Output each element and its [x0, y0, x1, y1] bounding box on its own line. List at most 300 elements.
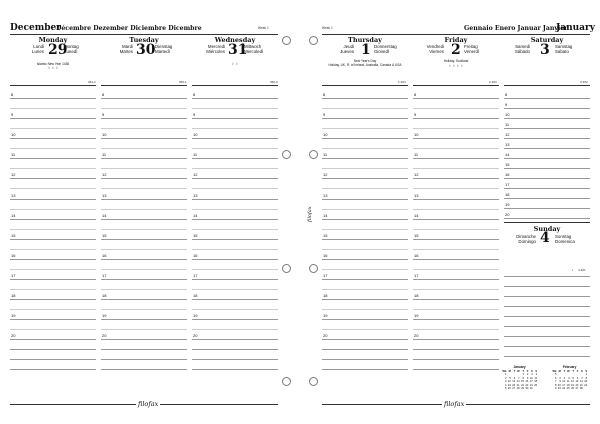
calendar-header-cell: S — [535, 369, 538, 373]
half-hour-line — [10, 188, 96, 189]
moon-phase-icon: ◐ — [572, 268, 574, 272]
half-hour-line — [10, 249, 96, 250]
hour-line — [413, 158, 499, 159]
column-top-rule — [101, 85, 187, 86]
calendar-day-cell: 1 — [585, 373, 588, 376]
hour-label: 20 — [414, 333, 419, 339]
half-hour-line — [101, 309, 187, 310]
day-note: New Year's Day Holiday, UK, R. of Ireland, Australia, Canada & USA — [328, 59, 402, 67]
binder-hole — [282, 36, 291, 45]
calendar-day-cell: 20 — [512, 383, 516, 387]
hour-label: 15 — [323, 232, 328, 238]
hour-label: 13 — [193, 192, 198, 198]
hour-line — [101, 339, 187, 340]
hour-line — [192, 178, 278, 179]
hour-label: 12 — [414, 172, 419, 178]
hour-label: 12 — [505, 132, 510, 137]
half-hour-line — [322, 329, 408, 330]
hour-label: 16 — [102, 252, 107, 258]
day-lang-left: Jeudi Jueves — [340, 44, 354, 55]
hour-line — [322, 339, 408, 340]
day-name: Monday — [38, 36, 68, 44]
hour-label: 11 — [102, 152, 107, 158]
half-hour-line — [192, 209, 278, 210]
half-hour-line — [413, 249, 499, 250]
half-hour-line — [10, 168, 96, 169]
calendar-day-cell: 14 — [579, 380, 583, 383]
column-top-rule — [10, 85, 96, 86]
calendar-day-cell: 4 — [535, 373, 538, 376]
calendar-day-cell: 21 — [579, 383, 583, 387]
hour-label: 14 — [11, 212, 16, 218]
month-languages: Décembre Dezember Diciembre Dicembre — [56, 25, 202, 32]
half-hour-line — [192, 249, 278, 250]
day-lang-left: Vendredi Viernes — [426, 44, 444, 55]
hour-line — [10, 239, 96, 240]
day-lang-left: Lundi Lunes — [32, 44, 44, 55]
hour-label: 13 — [102, 192, 107, 198]
hour-label: 9 — [193, 112, 196, 118]
hour-line — [413, 319, 499, 320]
calendar-day-cell: 15 — [521, 380, 524, 383]
extra-line — [10, 369, 96, 370]
day-lang-right: Sonntag Domenica — [555, 234, 575, 245]
half-hour-line — [413, 309, 499, 310]
calendar-day-cell: 26 — [507, 387, 511, 390]
half-hour-line — [10, 289, 96, 290]
flag-icons: ⚐ ⚐ — [231, 62, 239, 66]
calendar-header-cell: S — [531, 369, 533, 373]
calendar-day-cell: 24 — [562, 387, 566, 390]
calendar-day-cell — [533, 387, 537, 391]
half-hour-line — [101, 249, 187, 250]
hour-label: 9 — [323, 112, 326, 118]
hour-line — [192, 219, 278, 220]
hour-line — [413, 259, 499, 260]
day-lang-right: Samstag Sabato — [555, 44, 573, 55]
calendar-day-cell: 10 — [562, 380, 566, 383]
binder-hole — [282, 377, 291, 386]
day-number: 31 — [228, 42, 248, 58]
calendar-header-cell: T — [563, 369, 566, 373]
calendar-day-cell: 12 — [507, 380, 511, 383]
calendar-day-cell: 6 — [576, 376, 579, 380]
calendar-header-cell: F — [576, 369, 579, 373]
half-hour-line — [101, 148, 187, 149]
day-count: 365-1 — [179, 80, 187, 84]
hour-label: 12 — [102, 172, 107, 178]
sunday-line — [504, 286, 590, 287]
sunday-line — [504, 336, 590, 337]
calendar-day-cell: 3 — [563, 376, 566, 380]
hour-line — [101, 299, 187, 300]
half-hour-line — [413, 128, 499, 129]
calendar-day-cell: 20 — [575, 383, 579, 387]
hour-line — [101, 239, 187, 240]
hour-line — [192, 199, 278, 200]
half-hour-line — [413, 168, 499, 169]
hour-line — [101, 199, 187, 200]
day-number: 1 — [361, 42, 371, 58]
half-hour-line — [101, 269, 187, 270]
hour-label: 13 — [323, 192, 328, 198]
extra-line — [10, 349, 96, 350]
calendar-day-cell: 3 — [504, 380, 507, 383]
hour-line — [504, 168, 590, 169]
calendar-day-cell: 5 — [504, 387, 507, 390]
hour-line — [10, 319, 96, 320]
hour-label: 15 — [414, 232, 419, 238]
hour-line — [322, 138, 408, 139]
hour-label: 17 — [414, 272, 419, 278]
half-hour-line — [322, 289, 408, 290]
half-hour-line — [192, 148, 278, 149]
sunday-line — [504, 316, 590, 317]
day-lang-right: Donnerstag Giovedì — [374, 44, 397, 55]
extra-line — [413, 359, 499, 360]
calendar-day-cell: 7 — [581, 376, 583, 380]
day-name: Saturday — [530, 36, 564, 44]
day-count: 3-362 — [580, 80, 588, 84]
day-number: 29 — [48, 42, 68, 58]
day-count: 1-364 — [398, 80, 406, 84]
hour-label: 9 — [505, 102, 508, 107]
hour-label: 9 — [11, 112, 14, 118]
calendar-day-cell: 7 — [518, 376, 520, 380]
day-count: 4-361 — [578, 268, 586, 272]
sunday-line — [504, 346, 590, 347]
flag-icons: ⚐ ⚐ ⚐ — [47, 66, 59, 70]
hour-label: 20 — [11, 333, 16, 339]
extra-line — [322, 359, 408, 360]
day-number: 4 — [540, 230, 550, 246]
calendar-day-cell: 28 — [579, 387, 583, 390]
hour-line — [504, 128, 590, 129]
hour-label: 12 — [11, 172, 16, 178]
calendar-day-cell: 27 — [575, 387, 579, 390]
side-brand-logo: filofax — [307, 206, 313, 222]
hour-label: 8 — [414, 92, 417, 97]
hour-label: 18 — [102, 293, 107, 298]
week-label: Week 1 — [258, 26, 269, 30]
hour-line — [10, 219, 96, 220]
half-hour-line — [192, 289, 278, 290]
mini-calendar-title: January — [513, 365, 526, 369]
calendar-day-cell: 21 — [516, 383, 520, 387]
half-hour-line — [192, 188, 278, 189]
calendar-day-cell: 15 — [584, 380, 588, 383]
calendar-day-cell: 8 — [522, 376, 524, 380]
day-number: 2 — [451, 42, 461, 58]
half-hour-line — [322, 108, 408, 109]
calendar-day-cell: 17 — [562, 383, 566, 387]
hour-line — [504, 148, 590, 149]
hour-line — [413, 199, 499, 200]
hour-line — [322, 118, 408, 119]
half-hour-line — [413, 329, 499, 330]
calendar-day-cell: 10 — [529, 376, 533, 380]
extra-line — [413, 349, 499, 350]
day-lang-left: Mercredi Miércoles — [206, 44, 225, 55]
mini-calendar-january — [502, 366, 537, 391]
hour-line — [192, 239, 278, 240]
hour-label: 18 — [505, 192, 510, 197]
half-hour-line — [322, 309, 408, 310]
hour-line — [504, 108, 590, 109]
hour-line — [322, 239, 408, 240]
calendar-day-cell: 19 — [571, 383, 574, 387]
calendar-day-cell: 22 — [584, 383, 588, 387]
day-count: 2-363 — [489, 80, 497, 84]
hour-line — [504, 118, 590, 119]
hour-line — [322, 178, 408, 179]
half-hour-line — [192, 229, 278, 230]
hour-line — [413, 98, 499, 99]
calendar-day-cell: 18 — [534, 380, 538, 383]
day-lang-left: Mardi Martes — [119, 44, 133, 55]
hour-label: 20 — [323, 333, 328, 339]
day-lang-right: Dienstag Martedì — [155, 44, 173, 55]
hour-line — [101, 279, 187, 280]
half-hour-line — [192, 168, 278, 169]
day-number: 30 — [136, 42, 156, 58]
calendar-day-cell: 2 — [526, 373, 529, 376]
half-hour-line — [322, 249, 408, 250]
calendar-day-cell: 19 — [507, 383, 511, 387]
hour-label: 11 — [11, 152, 16, 158]
day-lang-left: Samedi Sábado — [514, 44, 530, 55]
half-hour-line — [192, 329, 278, 330]
hour-line — [413, 239, 499, 240]
half-hour-line — [322, 148, 408, 149]
calendar-header-cell: S — [581, 369, 583, 373]
hour-line — [413, 279, 499, 280]
hour-label: 18 — [193, 293, 198, 298]
hour-line — [192, 118, 278, 119]
hour-line — [101, 118, 187, 119]
flag-icons: ⚐ ⚐ ⚐ ⚐ — [448, 64, 464, 68]
extra-line — [322, 369, 408, 370]
calendar-day-cell: 22 — [521, 383, 524, 387]
calendar-day-cell: 16 — [525, 380, 529, 383]
hour-line — [413, 178, 499, 179]
hour-line — [322, 319, 408, 320]
hour-label: 13 — [505, 142, 510, 147]
hour-line — [10, 299, 96, 300]
calendar-day-cell: 18 — [566, 383, 570, 387]
hour-line — [504, 158, 590, 159]
extra-line — [413, 369, 499, 370]
calendar-day-cell: 23 — [525, 383, 529, 387]
half-hour-line — [10, 128, 96, 129]
day-name: Sunday — [533, 225, 561, 233]
extra-line — [192, 359, 278, 360]
calendar-header-cell: S — [585, 369, 588, 373]
hour-line — [504, 98, 590, 99]
hour-label: 10 — [323, 132, 328, 138]
hour-label: 14 — [323, 212, 328, 218]
hour-label: 10 — [414, 132, 419, 138]
hour-line — [322, 219, 408, 220]
mini-calendar-grid — [502, 370, 537, 391]
calendar-day-cell: 2 — [504, 376, 507, 380]
half-hour-line — [322, 229, 408, 230]
extra-line — [192, 369, 278, 370]
hour-line — [10, 118, 96, 119]
hour-line — [504, 208, 590, 209]
calendar-day-cell: 9 — [526, 376, 529, 380]
column-top-rule — [413, 85, 499, 86]
calendar-day-cell: 11 — [534, 376, 538, 380]
calendar-header-cell: M — [558, 369, 561, 373]
hour-label: 9 — [414, 112, 417, 118]
calendar-header-cell: F — [526, 369, 529, 373]
half-hour-line — [101, 128, 187, 129]
hour-label: 20 — [102, 333, 107, 339]
half-hour-line — [322, 168, 408, 169]
hour-label: 19 — [193, 313, 198, 319]
calendar-day-cell: 17 — [529, 380, 533, 383]
extra-line — [101, 349, 187, 350]
calendar-day-cell: 3 — [531, 373, 533, 376]
calendar-day-cell: 1 — [522, 373, 524, 376]
half-hour-line — [10, 108, 96, 109]
header-rule — [322, 34, 590, 35]
calendar-day-cell: 12 — [571, 380, 574, 383]
right-page — [310, 0, 600, 424]
hour-label: 8 — [11, 92, 14, 97]
day-name: Friday — [444, 36, 468, 44]
extra-line — [322, 349, 408, 350]
hour-line — [101, 259, 187, 260]
half-hour-line — [413, 289, 499, 290]
day-name: Wednesday — [214, 36, 256, 44]
hour-line — [10, 178, 96, 179]
calendar-day-cell: 7 — [554, 380, 557, 383]
hour-label: 20 — [193, 333, 198, 339]
calendar-day-cell: 9 — [554, 387, 557, 390]
hour-label: 8 — [102, 92, 105, 97]
calendar-day-cell: 27 — [512, 387, 516, 390]
extra-line — [10, 359, 96, 360]
day-lang-right: Montag Lunedì — [64, 44, 79, 55]
hour-label: 17 — [193, 272, 198, 278]
hour-line — [10, 259, 96, 260]
brand-logo: filofax — [444, 400, 465, 408]
calendar-day-cell: 4 — [504, 383, 507, 387]
half-hour-line — [413, 108, 499, 109]
half-hour-line — [101, 108, 187, 109]
hour-label: 11 — [414, 152, 419, 158]
week-label: Week 1 — [322, 26, 333, 30]
hour-line — [10, 98, 96, 99]
day-number: 3 — [540, 42, 550, 58]
hour-line — [101, 138, 187, 139]
hour-line — [322, 279, 408, 280]
half-hour-line — [413, 188, 499, 189]
day-note: Islamic New Year 1436 — [36, 62, 70, 66]
hour-label: 16 — [11, 252, 16, 258]
hour-label: 9 — [102, 112, 105, 118]
calendar-day-cell: 23 — [557, 387, 561, 390]
calendar-day-cell: 25 — [566, 387, 570, 390]
half-hour-line — [413, 269, 499, 270]
calendar-day-cell: 31 — [529, 387, 533, 390]
calendar-header-cell: W — [567, 369, 570, 373]
month-title: January — [556, 23, 595, 33]
hour-label: 12 — [323, 172, 328, 178]
calendar-day-cell: 6 — [513, 376, 516, 380]
sunday-line — [504, 276, 590, 277]
hour-label: 13 — [11, 192, 16, 198]
calendar-day-cell: 5 — [572, 376, 574, 380]
half-hour-line — [413, 229, 499, 230]
binder-hole — [282, 264, 291, 273]
day-note: Holiday, Scotland — [443, 59, 469, 63]
calendar-day-cell: 2 — [559, 376, 561, 380]
calendar-day-cell: 8 — [554, 383, 557, 387]
hour-line — [192, 98, 278, 99]
hour-line — [413, 339, 499, 340]
extra-line — [101, 359, 187, 360]
half-hour-line — [192, 108, 278, 109]
calendar-day-cell: 1 — [504, 373, 507, 376]
binder-hole — [282, 150, 291, 159]
calendar-day-cell: 8 — [585, 376, 588, 380]
hour-label: 19 — [102, 313, 107, 319]
calendar-day-cell: 14 — [516, 380, 520, 383]
half-hour-line — [413, 148, 499, 149]
hour-label: 15 — [11, 232, 16, 238]
hour-label: 20 — [505, 212, 510, 217]
hour-line — [413, 138, 499, 139]
half-hour-line — [10, 209, 96, 210]
half-hour-line — [101, 209, 187, 210]
hour-label: 15 — [193, 232, 198, 238]
sunday-line — [504, 306, 590, 307]
hour-label: 8 — [505, 92, 508, 97]
hour-line — [192, 319, 278, 320]
hour-label: 14 — [193, 212, 198, 218]
calendar-day-cell: 11 — [566, 380, 570, 383]
hour-label: 10 — [193, 132, 198, 138]
day-count: 366-0 — [270, 80, 278, 84]
column-top-rule — [504, 85, 590, 86]
hour-line — [10, 158, 96, 159]
calendar-day-cell: 28 — [516, 387, 520, 390]
hour-label: 16 — [505, 172, 510, 177]
hour-line — [504, 188, 590, 189]
sunday-rule — [504, 222, 590, 223]
calendar-header-cell: T — [522, 369, 524, 373]
calendar-day-cell: 6 — [554, 376, 557, 380]
hour-label: 19 — [323, 313, 328, 319]
hour-label: 18 — [414, 293, 419, 298]
hour-line — [10, 279, 96, 280]
hour-label: 18 — [323, 293, 328, 298]
hour-line — [322, 259, 408, 260]
hour-label: 10 — [505, 112, 510, 117]
hour-line — [101, 98, 187, 99]
calendar-day-cell: 9 — [559, 380, 561, 383]
hour-label: 14 — [505, 152, 510, 157]
left-page — [0, 0, 290, 424]
hour-label: 14 — [102, 212, 107, 218]
extra-line — [192, 349, 278, 350]
mini-calendar-february — [552, 366, 587, 391]
calendar-day-cell: 5 — [509, 376, 511, 380]
hour-label: 15 — [102, 232, 107, 238]
